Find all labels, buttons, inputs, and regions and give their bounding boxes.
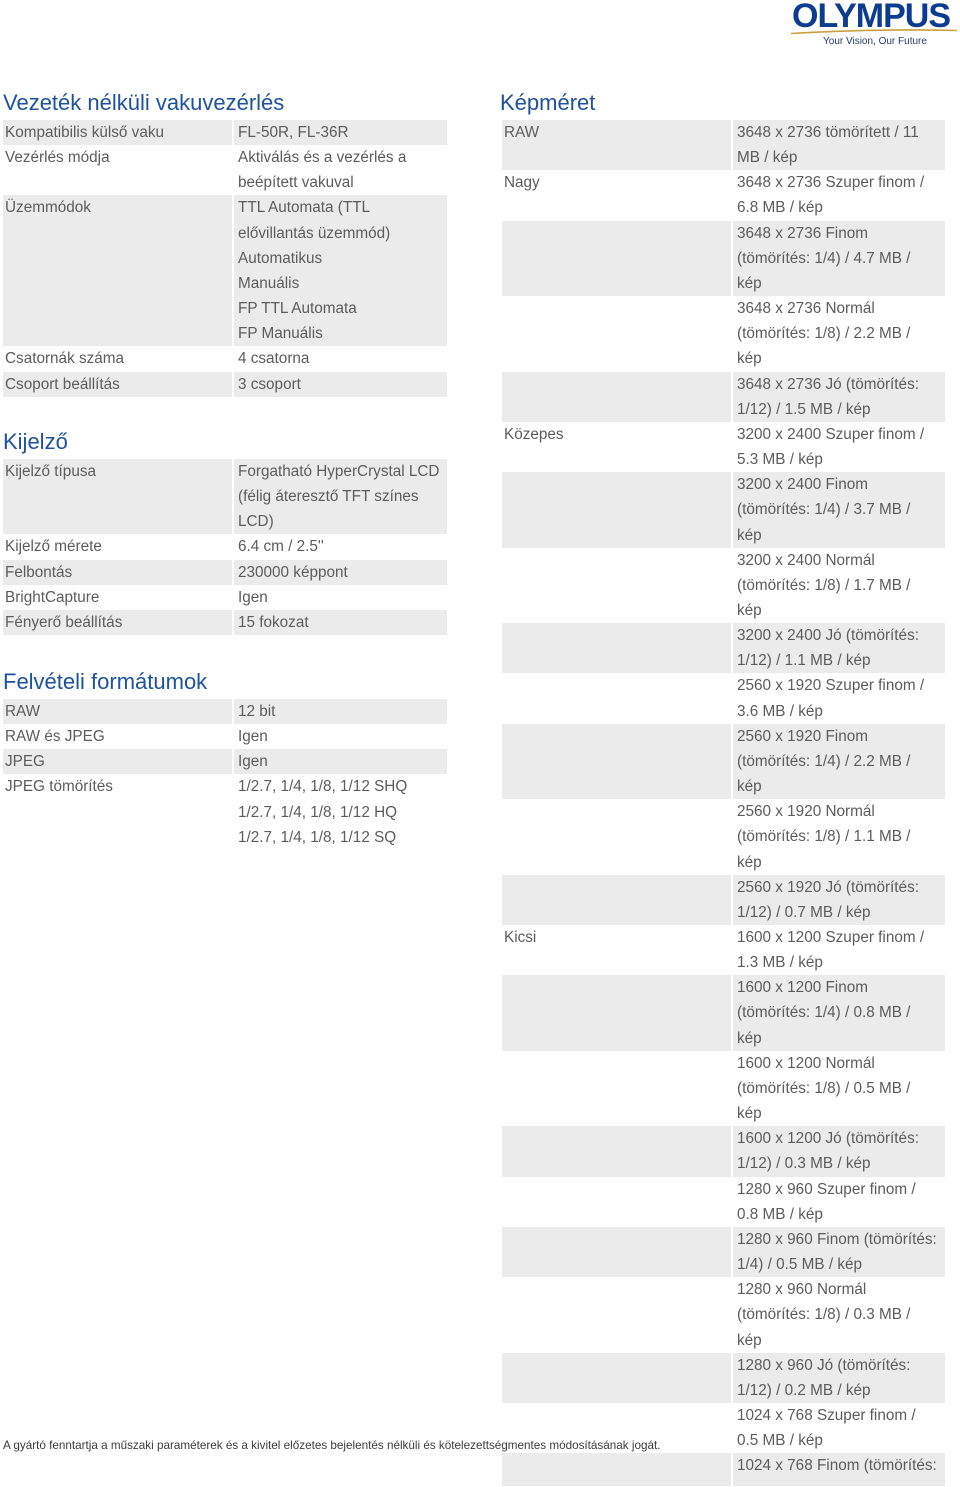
spec-value (234, 459, 447, 534)
spec-value-line: 1280 x 960 Szuper finom / (737, 1180, 916, 1198)
spec-label (502, 1353, 731, 1403)
spec-value-line: (tömörítés: 1/4) / 2.2 MB / (737, 752, 911, 770)
spec-label: BrightCapture (5, 588, 100, 606)
spec-label: Nagy (504, 174, 540, 192)
spec-value-line: kép (737, 350, 762, 368)
spec-label (502, 472, 731, 547)
spec-row (3, 120, 447, 145)
spec-value-line: (tömörítés: 1/4) / 0.8 MB / (737, 1004, 911, 1022)
spec-value-line: kép (737, 601, 762, 619)
spec-value-line: Forgatható HyperCrystal LCD (238, 463, 440, 480)
spec-value (733, 673, 945, 723)
spec-value (733, 1353, 945, 1403)
spec-label: Üzemmódok (3, 195, 232, 346)
spec-row (3, 699, 447, 724)
spec-row (502, 673, 945, 723)
spec-table (3, 699, 447, 850)
spec-value-line: 3200 x 2400 Szuper finom / (737, 425, 925, 443)
spec-value (733, 1177, 945, 1227)
spec-value (733, 221, 945, 296)
spec-value-line: (tömörítés: 1/4) / 4.7 MB / (737, 249, 911, 267)
spec-row (502, 975, 945, 1050)
spec-row (502, 296, 945, 371)
spec-label (502, 296, 731, 371)
spec-row (3, 459, 447, 534)
spec-label: Csatornák száma (5, 350, 125, 368)
spec-value (733, 975, 945, 1050)
spec-value (733, 372, 945, 422)
spec-value (234, 724, 447, 749)
spec-value (733, 1403, 945, 1453)
spec-value (733, 548, 945, 623)
spec-value-line: 1280 x 960 Jó (tömörítés: (737, 1356, 911, 1374)
section-title: Képméret (500, 90, 596, 115)
spec-value (733, 296, 945, 371)
spec-row (502, 1453, 945, 1486)
spec-value-line: 3200 x 2400 Normál (737, 551, 875, 569)
spec-value-line: kép (737, 1331, 762, 1349)
spec-value-line: kép (737, 1029, 762, 1047)
spec-row (502, 1353, 945, 1403)
spec-row (502, 623, 945, 673)
spec-value (234, 560, 447, 585)
spec-value-line: (tömörítés: 1/8) / 2.2 MB / (737, 325, 911, 343)
spec-value-line: 12 bit (238, 703, 276, 720)
spec-label (502, 875, 731, 925)
spec-row (502, 221, 945, 296)
spec-value-line: Igen (238, 728, 268, 746)
spec-label (502, 724, 731, 799)
spec-label: RAW (502, 120, 731, 170)
spec-row (3, 195, 447, 346)
spec-row (502, 422, 945, 472)
section-title: Vezeték nélküli vakuvezérlés (3, 90, 285, 115)
spec-value-line: kép (737, 274, 762, 292)
spec-value-line: 0.5 MB / kép (737, 1432, 823, 1450)
spec-label: Kijelző típusa (3, 459, 232, 534)
spec-table (3, 120, 447, 397)
spec-value (234, 774, 447, 849)
section-image-size (500, 89, 945, 1486)
spec-value (234, 585, 447, 610)
spec-value-line: Automatikus (238, 249, 323, 267)
spec-value-line: kép (737, 853, 762, 871)
spec-value (234, 145, 447, 195)
logo-tagline: Your Vision, Our Future (823, 36, 927, 47)
spec-value-line: (tömörítés: 1/8) / 0.5 MB / (737, 1079, 911, 1097)
spec-table (502, 120, 945, 1486)
spec-value (234, 195, 447, 346)
spec-label: Felbontás (3, 560, 232, 585)
spec-value-line: kép (737, 778, 762, 796)
spec-row (502, 1277, 945, 1352)
spec-value (733, 724, 945, 799)
spec-value-line: 3648 x 2736 tömörített / 11 (737, 124, 919, 141)
section-title: Kijelző (3, 429, 68, 454)
spec-value-line: 1/12) / 1.5 MB / kép (737, 400, 871, 418)
spec-value-line: 1/2.7, 1/4, 1/8, 1/12 SQ (238, 828, 397, 846)
spec-value-line: 1600 x 1200 Jó (tömörítés: (737, 1130, 919, 1148)
spec-value-line: 1/12) / 0.2 MB / kép (737, 1381, 871, 1399)
section-recording-formats (3, 668, 447, 850)
spec-label (502, 1227, 731, 1277)
spec-label (502, 1126, 731, 1176)
spec-row (502, 724, 945, 799)
spec-value (733, 1051, 945, 1126)
spec-value-line: kép (737, 526, 762, 544)
spec-row (502, 120, 945, 170)
spec-value-line: 2560 x 1920 Szuper finom / (737, 677, 925, 695)
spec-value-line: 1024 x 768 Finom (tömörítés: (737, 1457, 937, 1475)
spec-value (733, 120, 945, 170)
spec-value-line: MB / kép (737, 149, 798, 167)
spec-label (502, 1051, 731, 1126)
spec-row (502, 1051, 945, 1126)
spec-value-line: (tömörítés: 1/8) / 1.7 MB / (737, 576, 911, 594)
spec-value-line: (tömörítés: 1/8) / 0.3 MB / (737, 1306, 911, 1324)
spec-label: Kijelző mérete (5, 538, 102, 556)
spec-value-line: 3648 x 2736 Finom (737, 224, 868, 242)
spec-value (733, 1453, 945, 1486)
spec-value-line: FL-50R, FL-36R (238, 124, 349, 141)
spec-value-line: 3648 x 2736 Normál (737, 300, 875, 318)
spec-value-line: (tömörítés: 1/8) / 1.1 MB / (737, 828, 911, 846)
spec-value-line: 1/2.7, 1/4, 1/8, 1/12 HQ (238, 803, 398, 821)
spec-value-line: beépített vakuval (238, 174, 354, 192)
spec-value-line: Igen (238, 753, 268, 771)
spec-row (502, 1227, 945, 1277)
spec-label: Vezérlés módja (5, 149, 110, 167)
spec-row (3, 145, 447, 195)
spec-value-line: 1280 x 960 Finom (tömörítés: (737, 1230, 937, 1248)
spec-value-line: FP TTL Automata (238, 300, 357, 318)
spec-value-line: 6.8 MB / kép (737, 199, 823, 217)
spec-label: Csoport beállítás (3, 372, 232, 397)
spec-row (3, 749, 447, 774)
spec-value-line: 3648 x 2736 Jó (tömörítés: (737, 375, 919, 393)
spec-row (3, 774, 447, 849)
spec-value-line: 2560 x 1920 Normál (737, 803, 875, 821)
spec-label: Fényerő beállítás (3, 610, 232, 635)
spec-row (3, 610, 447, 635)
spec-value (234, 346, 447, 371)
spec-value-line: 1.3 MB / kép (737, 954, 823, 972)
spec-label: RAW (3, 699, 232, 724)
spec-row (3, 372, 447, 397)
spec-value-line: 230000 képpont (238, 563, 348, 581)
spec-label (502, 1277, 731, 1352)
spec-row (3, 585, 447, 610)
spec-value-line: 1600 x 1200 Finom (737, 979, 868, 997)
spec-label (502, 799, 731, 874)
spec-label (502, 975, 731, 1050)
spec-label: JPEG tömörítés (5, 778, 113, 796)
spec-value-line: 1600 x 1200 Szuper finom / (737, 929, 925, 946)
spec-value-line: 1/4) / 0.5 MB / kép (737, 1256, 862, 1274)
spec-value-line: Aktiválás és a vezérlés a (238, 149, 407, 167)
spec-value (733, 875, 945, 925)
spec-row (3, 724, 447, 749)
spec-value-line: 3 csoport (238, 375, 301, 393)
spec-value-line: 3200 x 2400 Jó (tömörítés: (737, 627, 919, 645)
spec-row (502, 1177, 945, 1227)
section-wireless-flash (3, 89, 447, 397)
spec-label: Kicsi (504, 929, 537, 946)
spec-value-line: TTL Automata (TTL (238, 199, 371, 217)
spec-row (502, 1126, 945, 1176)
spec-value (733, 623, 945, 673)
spec-value-line: Manuális (238, 274, 300, 292)
spec-value-line: 1/12) / 1.1 MB / kép (737, 652, 871, 670)
spec-value (733, 925, 945, 975)
spec-value (733, 422, 945, 472)
spec-row (3, 346, 447, 371)
spec-row (502, 875, 945, 925)
spec-value (234, 534, 447, 559)
spec-value-line: elővillantás üzemmód) (238, 224, 391, 242)
section-title: Felvételi formátumok (3, 669, 208, 694)
spec-value-line: 1/2.7, 1/4, 1/8, 1/12 SHQ (238, 778, 408, 796)
spec-value (234, 120, 447, 145)
spec-value-line: LCD) (238, 513, 274, 531)
spec-value-line: 4 csatorna (238, 350, 310, 368)
spec-value (733, 1227, 945, 1277)
spec-value-line: Igen (238, 588, 268, 606)
spec-row (502, 372, 945, 422)
spec-label (502, 372, 731, 422)
spec-value-line: 1024 x 768 Szuper finom / (737, 1406, 916, 1424)
spec-label (502, 673, 731, 723)
spec-value-line: 2560 x 1920 Jó (tömörítés: (737, 878, 919, 896)
spec-value-line: (tömörítés: 1/4) / 3.7 MB / (737, 501, 911, 519)
logo-wordmark: OLYMPUS (792, 0, 951, 35)
spec-value-line: 1/12) / 0.7 MB / kép (737, 903, 871, 921)
spec-row (502, 799, 945, 874)
spec-row (3, 560, 447, 585)
spec-value-line: (félig áteresztő TFT színes (238, 488, 419, 506)
spec-row (502, 548, 945, 623)
spec-value-line: 3.6 MB / kép (737, 702, 823, 720)
spec-row (502, 925, 945, 975)
spec-value (733, 1126, 945, 1176)
spec-row (3, 534, 447, 559)
spec-value (733, 170, 945, 220)
spec-row (502, 472, 945, 547)
spec-label (502, 623, 731, 673)
spec-value-line: FP Manuális (238, 325, 323, 343)
spec-value-line: 1280 x 960 Normál (737, 1281, 867, 1299)
spec-label: JPEG (3, 749, 232, 774)
spec-value-line: 6.4 cm / 2.5'' (238, 538, 324, 556)
spec-value (234, 372, 447, 397)
spec-value-line: 15 fokozat (238, 613, 309, 631)
spec-value (733, 1277, 945, 1352)
spec-value (234, 699, 447, 724)
footer-disclaimer: A gyártó fenntartja a műszaki paraméterek és a kivitel előzetes bejelentés nélküli és kötelezettségmentes módosításának jogát. (3, 1439, 661, 1452)
spec-value-line: 2560 x 1920 Finom (737, 727, 868, 745)
spec-value-line: kép (737, 1105, 762, 1123)
spec-value-line: 3648 x 2736 Szuper finom / (737, 174, 925, 192)
spec-label (502, 548, 731, 623)
logo-swoosh-icon (790, 28, 958, 35)
spec-label (502, 221, 731, 296)
spec-table (3, 459, 447, 635)
spec-label: Közepes (504, 425, 564, 443)
spec-row (502, 170, 945, 220)
spec-value (733, 799, 945, 874)
spec-label: RAW és JPEG (5, 728, 105, 746)
section-display (3, 428, 447, 635)
spec-label (502, 1177, 731, 1227)
spec-value (234, 610, 447, 635)
spec-value (234, 749, 447, 774)
spec-value-line: 0.8 MB / kép (737, 1205, 823, 1223)
spec-value-line: 1600 x 1200 Normál (737, 1054, 875, 1072)
spec-value-line: 1/12) / 0.3 MB / kép (737, 1155, 871, 1173)
spec-label (502, 1453, 731, 1486)
spec-value-line: 5.3 MB / kép (737, 451, 823, 469)
spec-value (733, 472, 945, 547)
spec-label: Kompatibilis külső vaku (3, 120, 232, 145)
spec-value-line: 3200 x 2400 Finom (737, 476, 868, 494)
